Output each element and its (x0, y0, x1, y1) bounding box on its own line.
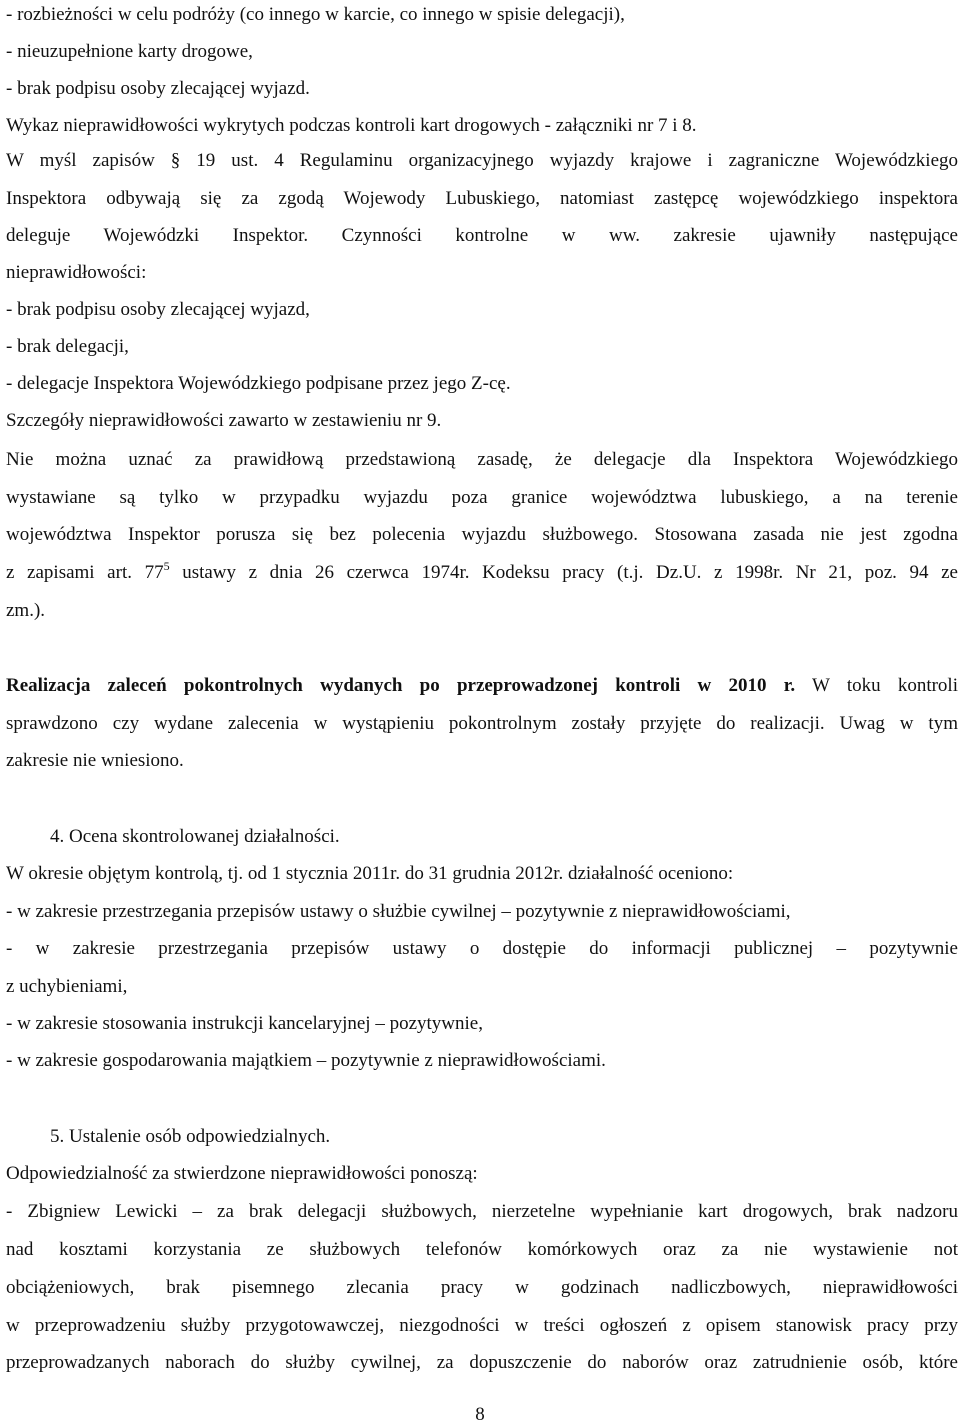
text-line: z uchybieniami, (6, 976, 128, 997)
text-line (6, 559, 958, 584)
text-line: zakresie nie wniesiono. (6, 750, 184, 771)
section-heading: 4. Ocena skontrolowanej działalności. (50, 826, 340, 847)
text-line: wystawiane są tylko w przypadku wyjazdu poza granice województwa lubuskiego, a na terenie (6, 487, 958, 508)
text-line: Nie można uznać za prawidłową przedstawioną zasadę, że delegacje dla Inspektora Wojewódzkiego (6, 449, 958, 470)
text-line: nad kosztami korzystania ze służbowych telefonów komórkowych oraz za nie wystawienie not (6, 1239, 958, 1260)
section-heading: Realizacja zaleceń pokontrolnych wydanych po przeprowadzonej kontroli w 2010 r. (6, 675, 796, 696)
text-line: obciążeniowych, brak pisemnego zlecania pracy w godzinach nadliczbowych, nieprawidłowości (6, 1277, 958, 1298)
text-line: deleguje Wojewódzki Inspektor. Czynności kontrolne w ww. zakresie ujawniły następujące (6, 225, 958, 246)
text-line: Inspektora odbywają się za zgodą Wojewody Lubuskiego, natomiast zastępcę wojewódzkiego inspektora (6, 188, 958, 209)
text-line: Wykaz nieprawidłowości wykrytych podczas kontroli kart drogowych - załączniki nr 7 i 8. (6, 115, 697, 136)
text-line (6, 675, 958, 697)
text-line: - delegacje Inspektora Wojewódzkiego podpisane przez jego Z-cę. (6, 373, 511, 394)
text-line: zm.). (6, 600, 46, 621)
text-line: - w zakresie przestrzegania przepisów ustawy o dostępie do informacji publicznej – pozytywnie (6, 938, 958, 959)
text-line: województwa Inspektor porusza się bez polecenia wyjazdu służbowego. Stosowana zasada nie jest zgodna (6, 524, 958, 545)
text-line: nieprawidłowości: (6, 262, 147, 283)
text-segment: z zapisami art. 77 (6, 562, 164, 583)
text-line: - brak delegacji, (6, 336, 129, 357)
text-line: - Zbigniew Lewicki – za brak delegacji służbowych, nierzetelne wypełnianie kart drogowych, brak nadzoru (6, 1201, 958, 1222)
text-line: - rozbieżności w celu podróży (co innego w karcie, co innego w spisie delegacji), (6, 4, 625, 25)
text-line: - brak podpisu osoby zlecającej wyjazd, (6, 299, 310, 320)
text-line: - brak podpisu osoby zlecającej wyjazd. (6, 78, 310, 99)
text-line: przeprowadzanych naborach do służby cywilnej, za dopuszczenie do naborów oraz zatrudnienie osób, które (6, 1352, 958, 1373)
section-heading: 5. Ustalenie osób odpowiedzialnych. (50, 1126, 331, 1147)
text-segment: W toku kontroli (795, 675, 958, 696)
text-line: W myśl zapisów § 19 ust. 4 Regulaminu organizacyjnego wyjazdy krajowe i zagraniczne Wojewódzkiego (6, 150, 958, 171)
superscript: 5 (163, 559, 170, 573)
text-segment: ustawy z dnia 26 czerwca 1974r. Kodeksu pracy (t.j. Dz.U. z 1998r. Nr 21, poz. 94 ze (169, 562, 958, 583)
text-line: - w zakresie stosowania instrukcji kancelaryjnej – pozytywnie, (6, 1013, 483, 1034)
text-line: w przeprowadzeniu służby przygotowawczej, niezgodności w treści ogłoszeń z opisem stanowisk pracy przy (6, 1315, 958, 1336)
text-line: - nieuzupełnione karty drogowe, (6, 41, 253, 62)
text-line: - w zakresie przestrzegania przepisów ustawy o służbie cywilnej – pozytywnie z nieprawidłowościami, (6, 901, 791, 922)
text-line: Szczegóły nieprawidłowości zawarto w zestawieniu nr 9. (6, 410, 442, 431)
text-line: Odpowiedzialność za stwierdzone nieprawidłowości ponoszą: (6, 1163, 478, 1184)
text-line: W okresie objętym kontrolą, tj. od 1 stycznia 2011r. do 31 grudnia 2012r. działalność oceniono: (6, 863, 734, 884)
text-line: - w zakresie gospodarowania majątkiem – pozytywnie z nieprawidłowościami. (6, 1050, 606, 1071)
page-number: 8 (475, 1404, 485, 1425)
text-line: sprawdzono czy wydane zalecenia w wystąpieniu pokontrolnym zostały przyjęte do realizacji. Uwag w tym (6, 713, 958, 734)
